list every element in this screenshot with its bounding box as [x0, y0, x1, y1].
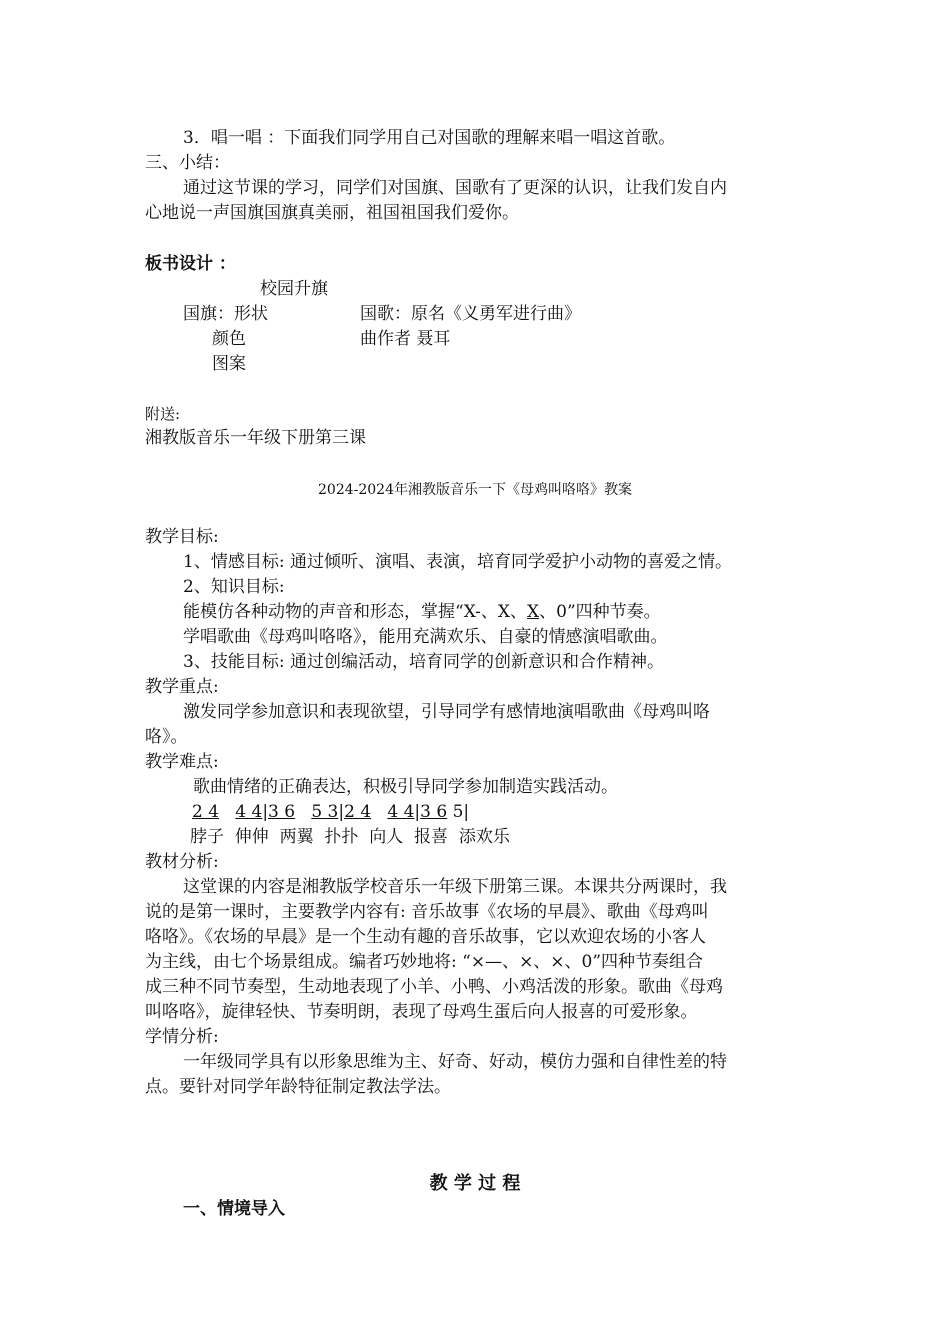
notation-group-5: 2 4	[344, 802, 372, 822]
doc-title: 2024-2024年湘教版音乐一下《母鸡叫咯咯》教案	[318, 482, 632, 498]
sing-item: 3．唱一唱 ：下面我们同学用自己对国歌的理解来唱一唱这首歌。	[183, 128, 676, 148]
process-title: 教 学 过 程	[429, 1173, 521, 1194]
material-line-2: 说的是第一课时，主要教学内容有: 音乐故事《农场的早晨》、歌曲《母鸡叫	[145, 902, 709, 922]
material-line-6: 叫咯咯》，旋律轻快、节奏明朗，表现了母鸡生蛋后向人报喜的可爱形象。	[145, 1002, 698, 1022]
goal-2-detail-2: 学唱歌曲《母鸡叫咯咯》，能用充满欢乐、自豪的情感演唱歌曲。	[183, 627, 668, 647]
notation-group-7: 3 6	[420, 802, 448, 822]
appendix-label: 附送:	[145, 405, 181, 423]
material-line-3: 咯咯》。《农场的早晨》是一个生动有趣的音乐故事，它以欢迎农场的小客人	[145, 927, 706, 947]
summary-line-1: 通过这节课的学习，同学们对国旗、国歌有了更深的认识，让我们发自内	[183, 178, 727, 198]
key-line-2: 咯》。	[145, 727, 188, 747]
goal-2-detail-x: X	[527, 602, 540, 622]
notation-group-2: 4 4	[235, 802, 263, 822]
notation-group-4: 5 3	[311, 802, 339, 822]
notation-group-6: 4 4	[387, 802, 415, 822]
material-line-4: 为主线，由七个场景组成。编者巧妙地将: “×—、×、×、0”四种节奏组合	[145, 952, 704, 972]
difficulty-heading: 教学难点:	[145, 752, 219, 772]
goal-2-detail	[183, 600, 661, 624]
board-anthem-item-2: 曲作者 聂耳	[360, 329, 451, 349]
notation-group-8: 5	[452, 802, 464, 822]
material-line-5: 成三种不同节奏型，生动地表现了小羊、小鸭、小鸡活泼的形象。歌曲《母鸡	[145, 977, 723, 997]
summary-heading: 三、小结：	[145, 153, 230, 173]
goals-heading: 教学目标:	[145, 527, 219, 547]
board-title: 校园升旗	[260, 279, 328, 299]
difficulty-line: 歌曲情绪的正确表达，积极引导同学参加制造实践活动。	[193, 777, 618, 797]
goal-2-detail-b: 、0”四种节奏。	[539, 602, 661, 622]
notation-group-3: 3 6	[268, 802, 296, 822]
student-heading: 学情分析:	[145, 1027, 219, 1047]
goal-3: 3、技能目标: 通过创编活动，培育同学的创新意识和合作精神。	[183, 652, 664, 672]
goal-1: 1、情感目标: 通过倾听、演唱、表演，培育同学爱护小动物的喜爱之情。	[183, 552, 732, 572]
appendix-source: 湘教版音乐一年级下册第三课	[145, 428, 366, 448]
key-heading: 教学重点:	[145, 677, 219, 697]
board-flag-item-3: 图案	[212, 354, 246, 374]
goal-2: 2、知识目标:	[183, 577, 285, 597]
board-heading: 板书设计 ：	[145, 254, 236, 274]
student-line-1: 一年级同学具有以形象思维为主、好奇、好动，模仿力强和自律性差的特	[183, 1052, 727, 1072]
board-flag-label: 国旗：形状	[183, 304, 268, 324]
key-line-1: 激发同学参加意识和表现欲望，引导同学有感情地演唱歌曲《母鸡叫咯	[183, 702, 710, 722]
music-notation: 2 4 4 4|3 6 5 3|2 4 4 4|3 6 5|	[192, 802, 470, 822]
goal-2-detail-a: 能模仿各种动物的声音和形态，掌握“X-、X、	[183, 602, 528, 622]
board-flag-item-2: 颜色	[212, 329, 246, 349]
summary-line-2: 心地说一声国旗国旗真美丽，祖国祖国我们爱你。	[145, 203, 519, 223]
board-anthem-label: 国歌：原名《义勇军进行曲》	[360, 304, 581, 324]
material-line-1: 这堂课的内容是湘教版学校音乐一年级下册第三课。本课共分两课时，我	[183, 877, 727, 897]
section-1-heading: 一、情境导入	[183, 1199, 285, 1219]
student-line-2: 点。要针对同学年龄特征制定教法学法。	[145, 1077, 451, 1097]
lyrics: 脖子 伸伸 两翼 扑扑 向人 报喜 添欢乐	[190, 827, 510, 847]
notation-group-1: 2 4	[192, 802, 220, 822]
material-heading: 教材分析:	[145, 852, 219, 872]
